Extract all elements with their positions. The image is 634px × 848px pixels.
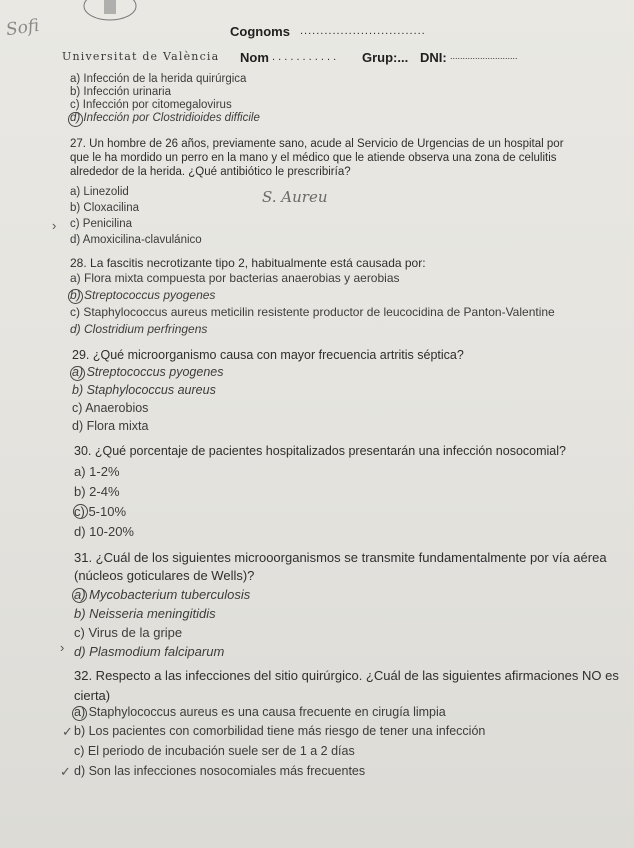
university-name: Universitat de València [62, 50, 220, 63]
grup-label[interactable]: Grup:... [362, 50, 409, 65]
margin-mark-icon: › [52, 218, 57, 233]
answer-circle-icon [72, 588, 87, 603]
q27-option-d[interactable]: d) Amoxicilina-clavulánico [70, 234, 202, 246]
q28-option-c[interactable]: c) Staphylococcus aureus meticilin resistente productor de leucocidina de Panton-Valentine [70, 305, 555, 319]
cognoms-label: Cognoms [230, 24, 290, 39]
q29-option-a[interactable]: a) Streptococcus pyogenes [72, 365, 224, 379]
nom-label: Nom [240, 50, 269, 65]
q28-option-b[interactable]: b) Streptococcus pyogenes [70, 288, 216, 302]
q27-option-a[interactable]: a) Linezolid [70, 186, 129, 198]
q31-option-d[interactable]: d) Plasmodium falciparum [74, 644, 225, 659]
q29-option-c[interactable]: c) Anaerobios [72, 401, 149, 415]
q27-line2: que le ha mordido un perro en la mano y el médico que le atiende observa una zona de celulitis [70, 152, 557, 164]
nom-field[interactable]: . . . . . . . . . . . [272, 51, 337, 63]
answer-circle-icon [68, 112, 83, 127]
q28-line1: 28. La fascitis necrotizante tipo 2, habitualmente está causada por: [70, 256, 426, 270]
q30-option-b[interactable]: b) 2-4% [74, 484, 120, 499]
q29-option-d[interactable]: d) Flora mixta [72, 419, 149, 433]
q27-line1: 27. Un hombre de 26 años, previamente sano, acude al Servicio de Urgencias de un hospital por [70, 138, 564, 150]
q26-option-a[interactable]: a) Infección de la herida quirúrgica [70, 73, 247, 85]
check-mark-icon: ✓ [60, 764, 71, 779]
answer-circle-icon [70, 366, 85, 381]
q30-line1: 30. ¿Qué porcentaje de pacientes hospitalizados presentarán una infección nosocomial? [74, 444, 566, 458]
answer-circle-icon [73, 504, 88, 519]
q32-option-b[interactable]: b) Los pacientes con comorbilidad tiene más riesgo de tener una infección [74, 724, 486, 738]
q31-option-c[interactable]: c) Virus de la gripe [74, 625, 183, 640]
corner-scribble: Sofi [4, 15, 41, 41]
q30-option-a[interactable]: a) 1-2% [74, 464, 120, 479]
university-logo-icon [80, 0, 140, 22]
check-mark-icon: ✓ [62, 724, 73, 739]
q26-option-d[interactable]: d) Infección por Clostridioides difficile [70, 112, 260, 124]
q32-option-c[interactable]: c) El periodo de incubación suele ser de 1 a 2 días [74, 744, 355, 758]
q27-option-c[interactable]: c) Penicilina [70, 218, 132, 230]
q32-line2: cierta) [74, 688, 111, 703]
q28-option-a[interactable]: a) Flora mixta compuesta por bacterias anaerobias y aerobias [70, 271, 400, 285]
q26-option-b[interactable]: b) Infección urinaria [70, 86, 171, 98]
q28-option-d[interactable]: d) Clostridium perfringens [70, 322, 208, 336]
answer-circle-icon [68, 289, 83, 304]
dni-label: DNI: [420, 50, 447, 65]
q32-option-a[interactable]: a) Staphylococcus aureus es una causa frecuente en cirugía limpia [74, 705, 446, 719]
q27-line3: alrededor de la herida. ¿Qué antibiótico le prescribiría? [70, 166, 351, 178]
q30-option-c[interactable]: c) 5-10% [74, 504, 127, 519]
dni-field[interactable]: ........................... [450, 51, 518, 61]
q29-option-b[interactable]: b) Staphylococcus aureus [72, 383, 216, 397]
q26-option-c[interactable]: c) Infección por citomegalovirus [70, 99, 232, 111]
q32-option-d[interactable]: d) Son las infecciones nosocomiales más frecuentes [74, 764, 366, 778]
q30-option-d[interactable]: d) 10-20% [74, 524, 134, 539]
handwritten-note: S. Aureu [262, 188, 328, 206]
cognoms-field[interactable]: ............................... [300, 25, 426, 37]
q27-option-b[interactable]: b) Cloxacilina [70, 202, 140, 214]
q31-option-a[interactable]: a) Mycobacterium tuberculosis [74, 587, 251, 602]
margin-mark-icon: › [60, 640, 65, 655]
q31-option-b[interactable]: b) Neisseria meningitidis [74, 606, 216, 621]
q32-line1: 32. Respecto a las infecciones del sitio quirúrgico. ¿Cuál de las siguientes afirmaciones NO es [74, 668, 619, 683]
q29-line1: 29. ¿Qué microorganismo causa con mayor frecuencia artritis séptica? [72, 348, 464, 362]
answer-circle-icon [72, 706, 87, 721]
q31-line1: 31. ¿Cuál de los siguientes microoorganismos se transmite fundamentalmente por vía aérea [74, 550, 607, 565]
q31-line2: (núcleos goticulares de Wells)? [74, 568, 255, 583]
